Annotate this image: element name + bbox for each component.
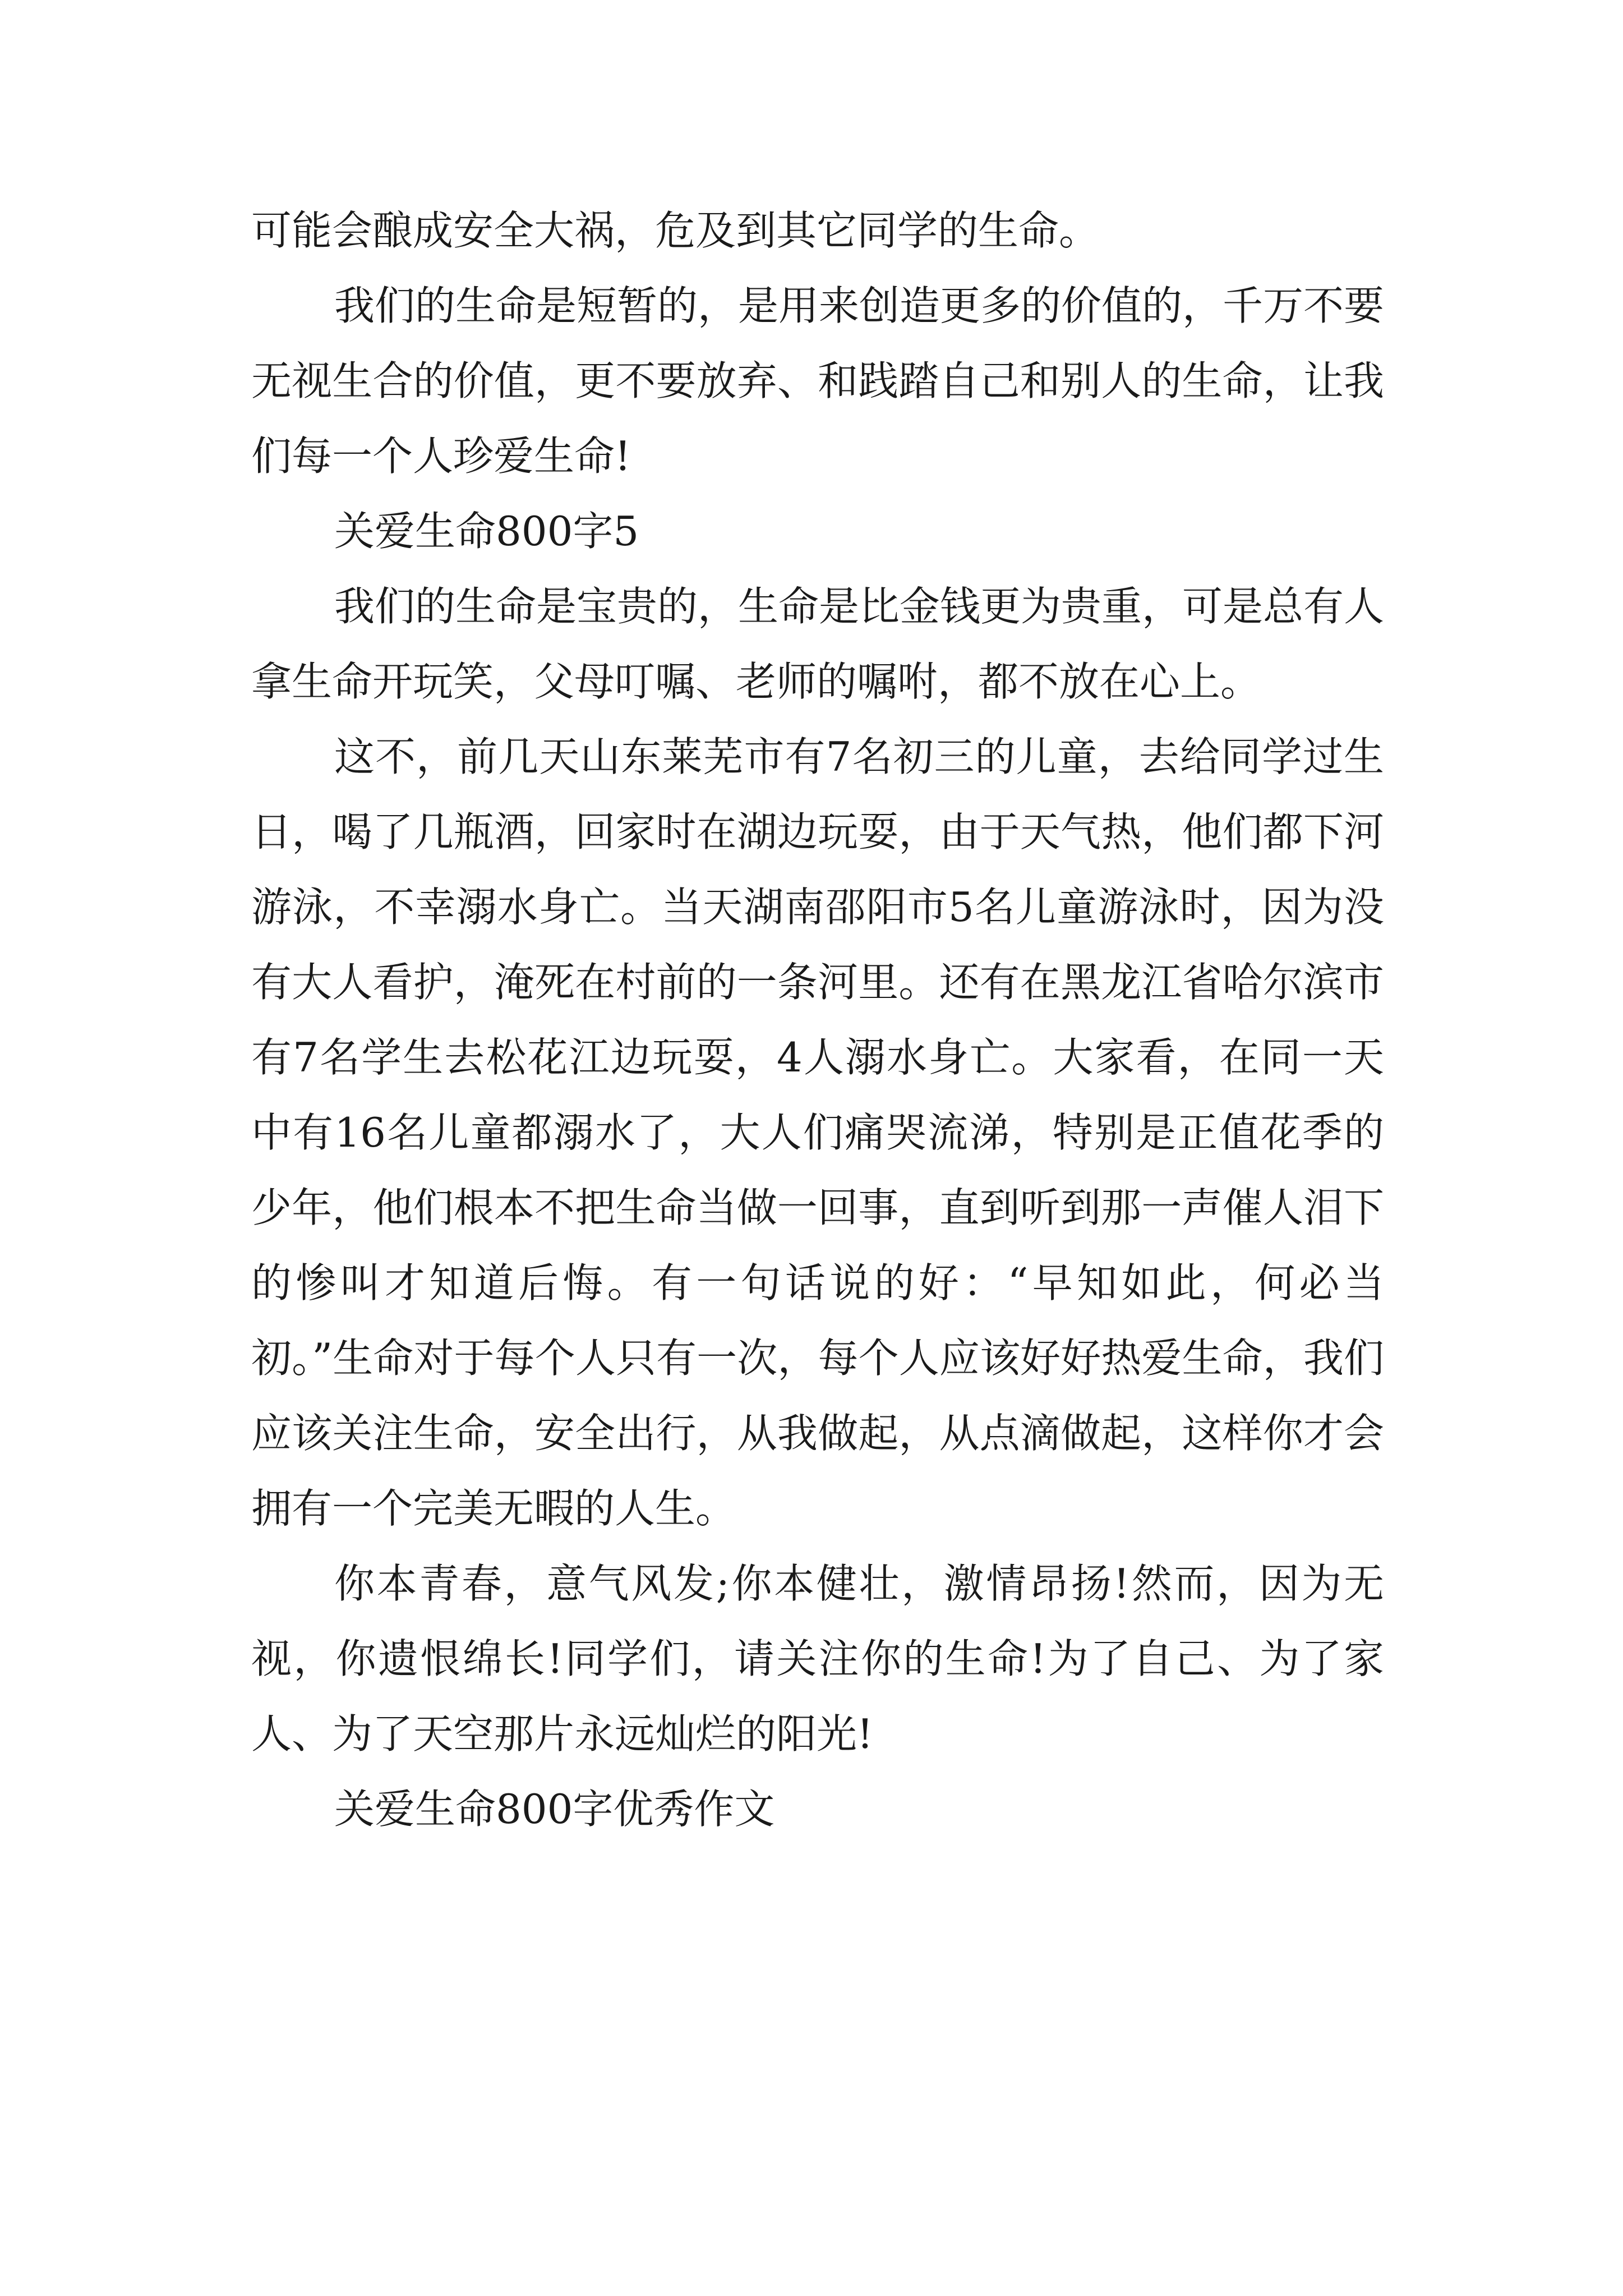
paragraph: 我们的生命是短暂的，是用来创造更多的价值的，千万不要无视生合的价值，更不要放弃、和践踏自己和别人的生命，让我们每一个人珍爱生命! xyxy=(251,282,1385,480)
document-body xyxy=(251,193,1384,1847)
section-heading: 关爱生命800字5 xyxy=(334,508,639,555)
paragraph: 我们的生命是宝贵的，生命是比金钱更为贵重，可是总有人拿生命开玩笑，父母叮嘱、老师的嘱咐，都不放在心上。 xyxy=(251,583,1385,705)
paragraph: 这不，前几天山东莱芜市有7名初三的儿童，去给同学过生日，喝了几瓶酒，回家时在湖边玩耍，由于天气热，他们都下河游泳，不幸溺水身亡。当天湖南邵阳市5名儿童游泳时，因为没有大人看护，淹死在村前的一条河里。还有在黑龙江省哈尔滨市有7名学生去松花江边玩耍，4人溺水身亡。大家看，在同一天中有16名儿童都溺水了，大人们痛哭流涕，特别是正值花季的少年，他们根本不把生命当做一回事，直到听到那一声催人泪下的惨叫才知道后悔。有一句话说的好：“早知如此，何必当初。”生命对于每个人只有一次，每个人应该好好热爱生命，我们应该关注生命，安全出行，从我做起，从点滴做起，这样你才会拥有一个完美无暇的人生。 xyxy=(251,733,1384,1532)
section-heading: 关爱生命800字优秀作文 xyxy=(334,1786,775,1833)
paragraph: 你本青春，意气风发;你本健壮，激情昂扬!然而，因为无视，你遗恨绵长!同学们，请关注你的生命!为了自己、为了家人、为了天空那片永远灿烂的阳光! xyxy=(251,1560,1384,1757)
paragraph-continuation: 可能会酿成安全大祸，危及到其它同学的生命。 xyxy=(251,207,1100,254)
